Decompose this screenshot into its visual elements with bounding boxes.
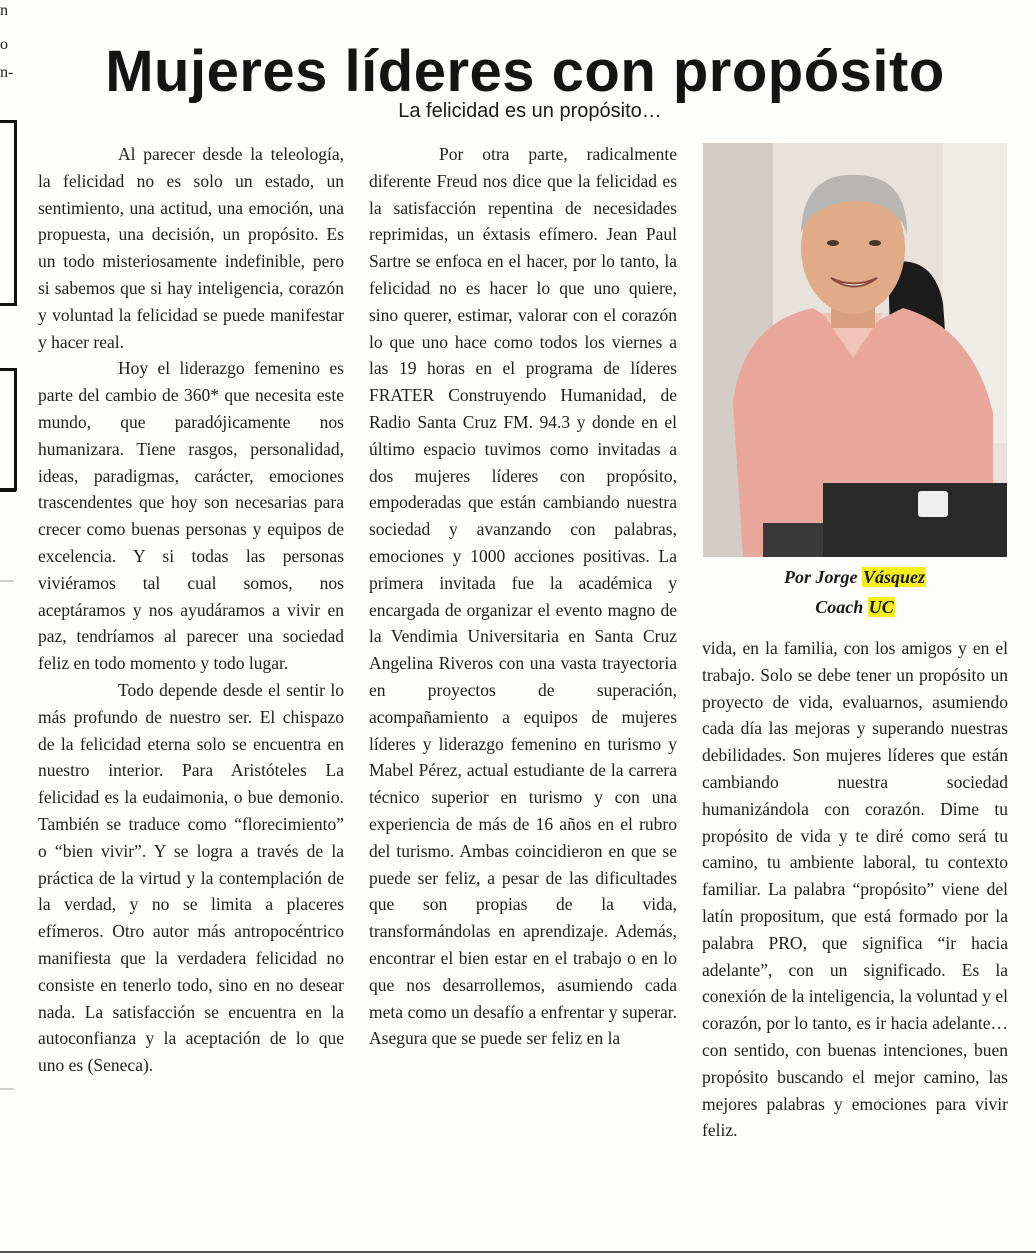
author-photo [703, 143, 1007, 557]
edge-fragment-1: n [0, 2, 8, 19]
edge-frame-middle-bottom [0, 488, 16, 492]
article-column-1 [38, 141, 344, 1079]
edge-divider-2 [0, 1088, 14, 1090]
edge-frame-top [0, 120, 17, 306]
article-subheadline: La felicidad es un propósito… [398, 100, 662, 122]
author-byline [703, 562, 1007, 622]
edge-fragment-2: o [0, 36, 8, 53]
byline-prefix: Por Jorge [783, 567, 862, 587]
byline-surname: Vásquez [862, 567, 925, 587]
edge-divider-1 [0, 580, 14, 582]
author-portrait-illustration [703, 143, 1007, 557]
page-bottom-rule [0, 1251, 1036, 1253]
edge-fragment-3: n- [0, 64, 14, 81]
byline-role-highlight: UC [868, 597, 894, 617]
paragraph: Al parecer desde la teleología, la felicidad no es solo un estado, un sentimiento, una actitud, una emoción, una propuesta, una decisión, un propósito. Es un todo misteriosamente indefinible, pero si sabemos que si hay inteligencia, corazón y voluntad la felicidad se puede manifestar y hacer real. [38, 144, 344, 352]
paragraph: Hoy el liderazgo femenino es parte del cambio de 360* que necesita este mundo, que paradójicamente nos humanizara. Tiene rasgos, personalidad, ideas, paradigmas, carácter, emociones trascendentes que hoy son necesarias para crecer como buenas personas y equipos de excelencia. Y si todas las personas viviéramos tal cual somos, nos aceptáramos y nos ayudáramos a vivir en paz, tendríamos al parecer una sociedad feliz en todo momento y todo lugar. [38, 358, 344, 674]
article-headline: Mujeres líderes con propósito [105, 39, 945, 104]
byline-role [703, 592, 1007, 622]
article-column-3 [702, 635, 1008, 1144]
paragraph: Por otra parte, radicalmente diferente Freud nos dice que la felicidad es la satisfacción repentina de necesidades reprimidas, un éxtasis efímero. Jean Paul Sartre se enfoca en el hacer, por lo tanto, la felicidad no es hacer lo que uno quiere, sino querer, estimar, valorar con el corazón lo que uno hace como todos los viernes a las 19 horas en el programa de líderes FRATER Construyendo Humanidad, de Radio Santa Cruz FM. 94.3 y donde en el último espacio tuvimos como invitadas a dos mujeres líderes con propósito, empoderadas que están cambiando nuestra sociedad y avanzando con palabras, emociones y 1000 acciones positivas. La primera invitada fue la académica y encargada de organizar el evento magno de la Vendimia Universitaria en Santa Cruz Angelina Riveros con una vasta trayectoria en proyectos de superación, acompañamiento a equipos de mujeres líderes y liderazgo femenino en turismo y Mabel Pérez, actual estudiante de la carrera técnico superior en turismo y con una experiencia de más de 16 años en el rubro del turismo. Ambas coincidieron en que se puede ser feliz, a pesar de las dificultades que son propias de la vida, transformándolas en aprendizaje. Además, encontrar el bien estar en el trabajo o en lo que nos desarrollemos, asumiendo cada meta como un desafío a enfrentar y superar. Asegura que se puede ser feliz en la [369, 144, 677, 1049]
paragraph: vida, en la familia, con los amigos y en el trabajo. Solo se debe tener un propósito un proyecto de vida, evaluarnos, asumiendo cada día las mejoras y superando nuestras debilidades. Son mujeres líderes que están cambiando nuestra sociedad humanizándola con corazón. Dime tu propósito de vida y te diré como será tu camino, tu ambiente laboral, tu contexto familiar. La palabra “propósito” viene del latín propositum, que está formado por la palabra PRO, que significa “ir hacia adelante”, con un significado. Es la conexión de la inteligencia, la voluntad y el corazón, por lo tanto, es ir hacia adelante…con sentido, con buenas intenciones, buen propósito buscando el mejor camino, las mejores palabras y emociones para vivir feliz. [702, 638, 1008, 1141]
byline-role-prefix: Coach [815, 597, 868, 617]
paragraph: Todo depende desde el sentir lo más profundo de nuestro ser. El chispazo de la felicidad eterna solo se encuentra en nuestro interior. Para Aristóteles La felicidad es la eudaimonia, o bue demonio. También se traduce como “florecimiento” o “bien vivir”. Y se logra a través de la práctica de la virtud y la contemplación de la verdad, y no se limita a placeres efímeros. Otro autor más antropocéntrico manifiesta que la verdadera felicidad no consiste en tenerlo todo, sino en no desear nada. La satisfacción se encuentra en la autoconfianza y la aceptación de lo que uno es (Seneca). [38, 679, 344, 1076]
edge-frame-middle [0, 368, 17, 491]
article-column-2 [369, 141, 677, 1052]
